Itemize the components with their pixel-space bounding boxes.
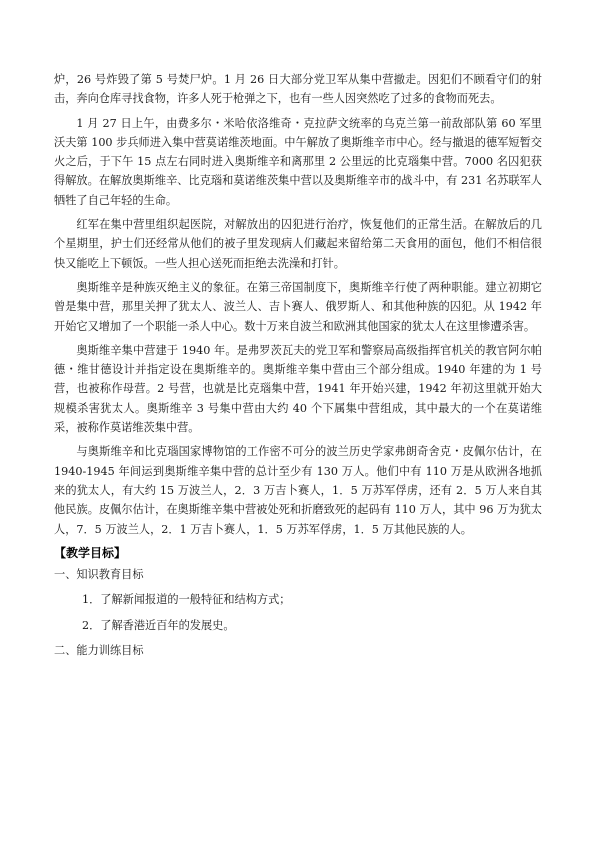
paragraph-6: 与奥斯维辛和比克瑙国家博物馆的工作密不可分的波兰历史学家弗朗奇舍克・皮佩尔估计，在 1940-1945 年间运到奥斯维辛集中营的总计至少有 130 万人。他们中有 110 万是从欧洲各地抓来的犹太人，有大约 15 万波兰人，2．3 万吉卜赛人，1．5 万苏军俘虏，还有 2．5 万人来自其他民族。皮佩尔估计，在奥斯维辛集中营被处死和折磨致死的起码有 110 万人，其中 96 万为犹太人，7．5 万波兰人，2．1 万吉卜赛人，1．5 万苏军俘虏，1．5 万其他民族的人。	[54, 445, 542, 536]
paragraph-4: 奥斯维辛是种族灭绝主义的象征。在第三帝国制度下，奥斯维辛行使了两种职能。建立初期它曾是集中营，那里关押了犹太人、波兰人、吉卜赛人、俄罗斯人、和其他种族的囚犯。从 1942 年开始它又增加了一个职能一杀人中心。数十万来自波兰和欧洲其他国家的犹太人在这里惨遭杀害。	[54, 280, 542, 333]
outline-item-ability-goals: 二、能力训练目标	[54, 644, 144, 658]
outline-item-knowledge-goals: 一、知识教育目标	[54, 568, 144, 582]
outline-subitem-news-features: 1．了解新闻报道的一般特征和结构方式；	[82, 593, 291, 607]
paragraph-3: 红军在集中营里组织起医院，对解放出的囚犯进行治疗，恢复他们的正常生活。在解放后的几个星期里，护士们还经常从他们的被子里发现病人们藏起来留给第二天食用的面包，他们不相信很快又能吃上下顿饭。一些人担心送死而拒绝去洗澡和打针。	[54, 218, 542, 270]
paragraph-2: 1 月 27 日上午，由费多尔・米哈依洛维奇・克拉萨文统率的乌克兰第一前敌部队第 60 军里沃夫第 100 步兵师进入集中营莫诺维茨地面。中午解放了奥斯维辛市中心。经与撤退的德军短暂交火之后，于下午 15 点左右同时进入奥斯维辛和离那里 2 公里远的比克瑙集中营。7000 名囚犯获得解放。在解放奥斯维辛、比克瑙和莫诺维茨集中营以及奥斯维辛市的战斗中，有 231 名苏联军人牺牲了自己年轻的生命。	[54, 116, 542, 207]
outline-subitem-hongkong-history: 2．了解香港近百年的发展史。	[82, 618, 235, 632]
paragraph-1: 炉，26 号炸毁了第 5 号焚尸炉。1 月 26 日大部分党卫军从集中营撤走。因犯们不顾看守们的射击，奔向仓库寻找食物，许多人死于枪弹之下，也有一些人因突然吃了过多的食物而死去。	[54, 73, 542, 106]
section-heading-teaching-goals: 【教学目标】	[54, 545, 127, 560]
document-page	[54, 70, 542, 666]
paragraph-5: 奥斯维辛集中营建于 1940 年。是弗罗茨瓦夫的党卫军和警察局高级指挥官机关的教官阿尔帕德・维甘德设计并指定设在奥斯维辛的。奥斯维辛集中营由三个部分组成。1940 年建的为 1 号营，也被称作母营。2 号营，也就是比克瑙集中营，1941 年开始兴建，1942 年初这里就开始大规模杀害犹太人。奥斯维辛 3 号集中营由大约 40 个下属集中营组成，其中最大的一个在莫诺维采，被称作莫诺维茨集中营。	[54, 343, 542, 435]
